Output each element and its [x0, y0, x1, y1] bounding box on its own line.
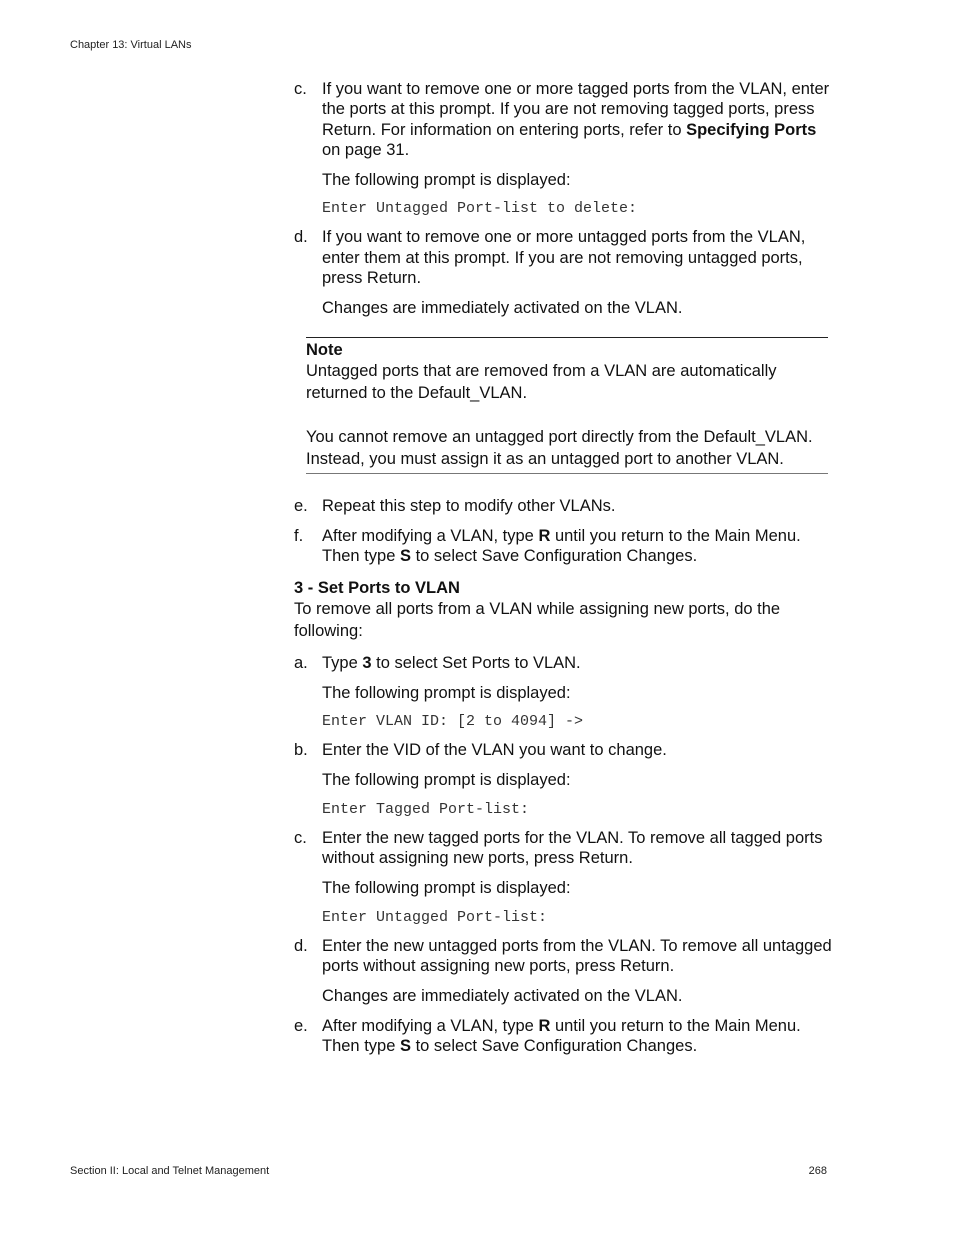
step-text: [322, 526, 834, 567]
step-letter: e.: [294, 496, 308, 515]
note-title: Note: [306, 340, 343, 359]
prompt-intro: The following prompt is displayed:: [322, 171, 571, 190]
step-letter: f.: [294, 526, 304, 545]
step-d-set: [294, 936, 834, 977]
step-text-part: Type: [322, 653, 363, 672]
page-header: Chapter 13: Virtual LANs: [70, 39, 192, 51]
key-label: S: [399, 547, 411, 566]
step-text: [322, 653, 834, 673]
cli-prompt: Enter Untagged Port-list:: [322, 908, 548, 926]
prompt-intro: The following prompt is displayed:: [322, 879, 571, 898]
step-text-part: until you return to the Main Menu. Then type: [322, 526, 801, 566]
cli-prompt: Enter Untagged Port-list to delete:: [322, 200, 638, 218]
step-text-part: to select Save Configuration Changes.: [410, 547, 698, 566]
note-box: [306, 337, 828, 474]
step-text-part: After modifying a VLAN, type: [322, 1016, 539, 1035]
step-c: [294, 79, 834, 160]
step-text: Enter the new tagged ports for the VLAN. To remove all tagged ports without assigning new ports, press Return.: [322, 828, 823, 868]
page-footer-section: Section II: Local and Telnet Management: [70, 1165, 270, 1177]
page-content: [294, 79, 834, 1066]
section-intro: To remove all ports from a VLAN while assigning new ports, do the following:: [294, 599, 781, 640]
step-a: [294, 653, 834, 673]
step-letter: e.: [294, 1016, 308, 1035]
step-letter: c.: [294, 828, 307, 847]
step-e-set: [294, 1016, 834, 1057]
page-number: 268: [808, 1165, 827, 1177]
key-label: R: [538, 526, 551, 545]
step-letter: d.: [294, 228, 308, 247]
step-f: [294, 526, 834, 567]
step-text: [322, 79, 834, 160]
step-letter: c.: [294, 80, 307, 98]
note-paragraph: You cannot remove an untagged port directly from the Default_VLAN. Instead, you must assign it as an untagged port to another VLAN.: [306, 427, 813, 468]
step-e: [294, 496, 834, 516]
step-text: Enter the VID of the VLAN you want to change.: [322, 741, 667, 760]
step-text-part: until you return to the Main Menu. Then type: [322, 1016, 801, 1055]
step-followup: Changes are immediately activated on the VLAN.: [322, 987, 683, 1006]
key-label: R: [538, 1016, 551, 1035]
key-label: S: [399, 1036, 411, 1055]
key-label: 3: [362, 653, 372, 672]
step-text-part: to select Set Ports to VLAN.: [371, 653, 581, 672]
section-heading: 3 - Set Ports to VLAN: [294, 578, 460, 597]
step-text: [322, 1016, 834, 1057]
cross-reference: Specifying Ports: [686, 120, 817, 139]
prompt-intro: The following prompt is displayed:: [322, 683, 571, 702]
step-text-part: After modifying a VLAN, type: [322, 526, 539, 545]
step-text: Enter the new untagged ports from the VLAN. To remove all untagged ports without assigning new ports, press Return.: [322, 936, 832, 975]
step-letter: d.: [294, 936, 308, 955]
step-followup: Changes are immediately activated on the VLAN.: [322, 299, 683, 318]
step-text: Repeat this step to modify other VLANs.: [322, 496, 616, 515]
step-text: If you want to remove one or more untagged ports from the VLAN, enter them at this prompt. If you are not removing untagged ports, press Return.: [322, 228, 806, 288]
step-text-part: on page 31.: [322, 140, 410, 159]
cli-prompt: Enter Tagged Port-list:: [322, 800, 530, 818]
step-b: [294, 740, 834, 760]
prompt-intro: The following prompt is displayed:: [322, 771, 571, 790]
step-text-part: If you want to remove one or more tagged ports from the VLAN, enter the ports at this prompt. If you are not removing tagged ports, press Return. For information on entering ports, refer to: [322, 80, 830, 139]
step-d: [294, 227, 834, 288]
cli-prompt: Enter VLAN ID: [2 to 4094] ->: [322, 713, 584, 731]
step-letter: a.: [294, 653, 308, 672]
step-c-set: [294, 828, 834, 869]
step-letter: b.: [294, 741, 308, 760]
step-text-part: to select Save Configuration Changes.: [410, 1036, 698, 1055]
note-paragraph: Untagged ports that are removed from a VLAN are automatically returned to the Default_VLAN.: [306, 361, 777, 402]
